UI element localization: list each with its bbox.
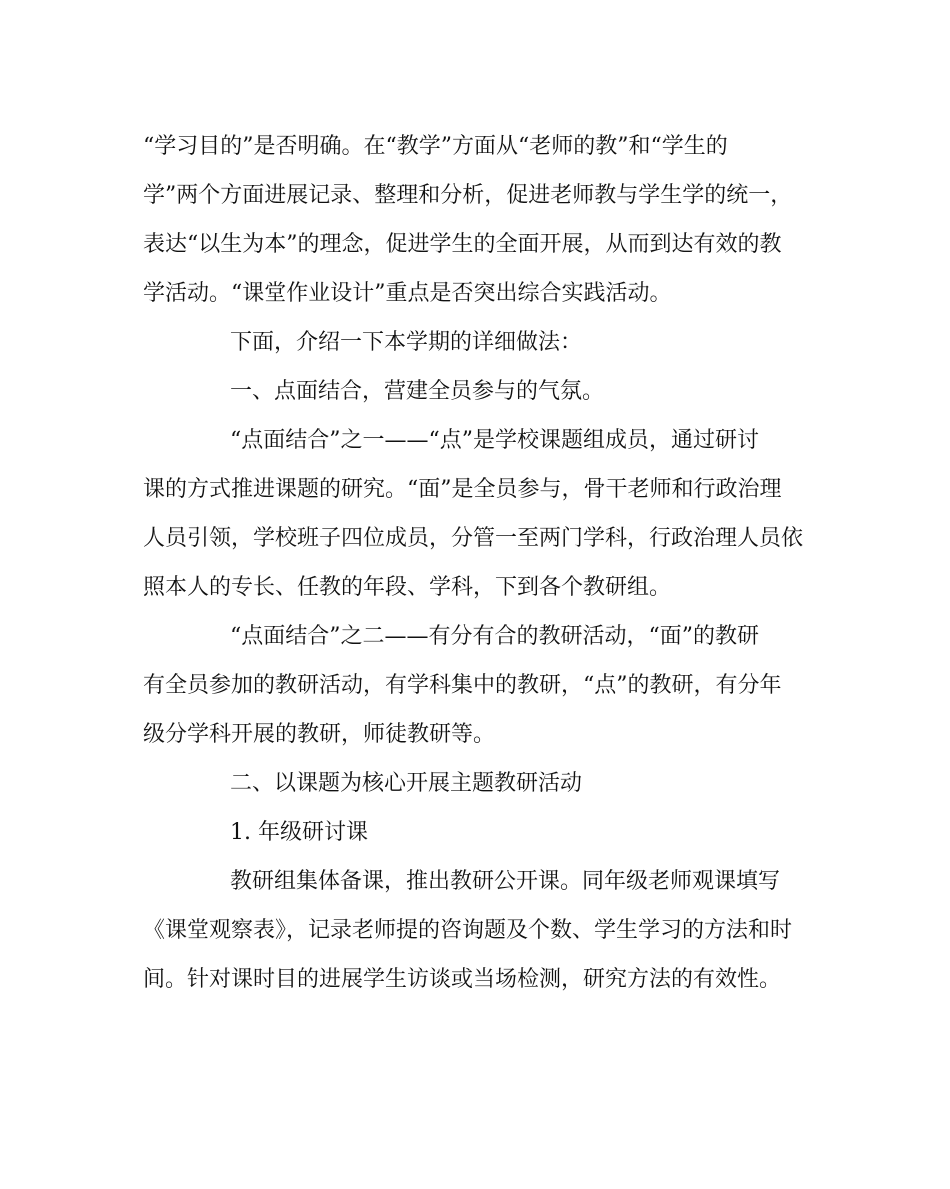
section-heading: 二、以课题为核心开展主题教研活动 <box>230 771 583 796</box>
paragraph-line: 下面，介绍一下本学期的详细做法： <box>230 330 583 355</box>
paragraph-line: 教研组集体备课，推出教研公开课。同年级老师观课填写 <box>230 869 781 894</box>
paragraph-line: 有全员参加的教研活动，有学科集中的教研，“点”的教研，有分年 <box>143 673 782 698</box>
paragraph-line: 学活动。“课堂作业设计”重点是否突出综合实践活动。 <box>143 281 672 306</box>
paragraph-line: “点面结合”之二——有分有合的教研活动，“面”的教研 <box>230 624 759 649</box>
paragraph-line: 照本人的专长、任教的年段、学科，下到各个教研组。 <box>143 575 672 600</box>
paragraph-line: 《课堂观察表》，记录老师提的咨询题及个数、学生学习的方法和时 <box>143 918 793 943</box>
paragraph-line: 级分学科开展的教研，师徒教研等。 <box>143 722 496 747</box>
paragraph-line: 人员引领，学校班子四位成员，分管一至两门学科，行政治理人员依 <box>143 526 804 551</box>
section-heading: 一、点面结合，营建全员参与的气氛。 <box>230 379 605 404</box>
paragraph-line: 学”两个方面进展记录、整理和分析，促进老师教与学生学的统一， <box>143 183 793 208</box>
subsection-heading: 1. 年级研讨课 <box>230 820 368 845</box>
paragraph-line: 表达“以生为本”的理念，促进学生的全面开展，从而到达有效的教 <box>143 232 782 257</box>
paragraph-line: “点面结合”之一——“点”是学校课题组成员，通过研讨 <box>230 428 759 453</box>
paragraph-line: 间。针对课时目的进展学生访谈或当场检测，研究方法的有效性。 <box>143 967 782 992</box>
paragraph-line: 课的方式推进课题的研究。“面”是全员参与，骨干老师和行政治理 <box>143 477 782 502</box>
paragraph-line: “学习目的”是否明确。在“教学”方面从“老师的教”和“学生的 <box>143 134 728 159</box>
